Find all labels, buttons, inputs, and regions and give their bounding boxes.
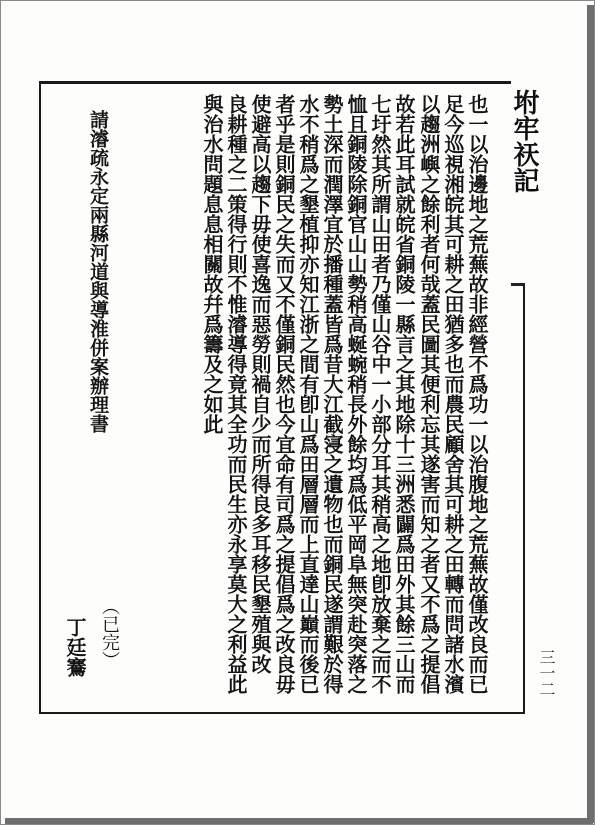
text-column-10: 使避高以趨下毋使喜逸而惡勞則禍自少而所得良多耳移民墾殖與改 [248,94,272,674]
text-column-5: 七圩然其所謂山田者乃僅山谷中一小部分耳其稍高之地卽放棄之而不 [368,94,392,694]
text-column-11: 良耕種之二策得行則不惟濬導得竟其全功而民生亦永享莫大之利益此 [224,94,248,694]
title-marker [511,283,525,286]
author-name: 丁廷鶱 [63,617,87,677]
page-shadow-bottom [5,818,593,824]
text-column-12: 與治水問題息息相關故幷爲籌及之如此 [200,94,224,434]
text-column-1: 也一以治邊地之荒蕪故非經營不爲功一以治腹地之荒蕪故僅改良而已 [465,94,489,694]
text-column-3: 以趨洲嶼之餘利者何哉蓋民圖其便利忘其遂害而知之者又不爲之提倡 [417,94,441,694]
end-mark: （已完） [99,597,120,669]
text-column-4: 故若此耳試就皖省銅陵一縣言之其地除十三洲悉闢爲田外其餘三山而 [392,94,416,694]
page-shadow-right [587,5,594,823]
text-column-9: 者乎是則銅民之失而又不僅銅民然也今宜命有司爲之提倡爲之改良毋 [272,94,296,694]
text-column-8: 水不稍爲之墾植抑亦知江浙之間有卽山爲田層層而上直達山巔而後已 [296,94,320,694]
text-column-2: 足今巡視湘皖其可耕之田猶多也而農民顧舍其可耕之田轉而問諸水濱 [441,94,465,694]
page-number: 三一二 [537,649,556,697]
text-column-7: 勢土深而潤澤宜於播種蓋皆爲昔大江截寖之遺物也而銅民遂謂艱於得 [320,94,344,694]
page-title: 坿牢祆記 [509,89,539,193]
next-article-title: 請濬疏永定兩縣河道與導淮併案辦理書 [87,110,109,433]
text-column-6: 恤且銅陵除銅官山山勢稍高蜒蜿稍長外餘均爲低平岡阜無突赴突落之 [344,94,368,694]
